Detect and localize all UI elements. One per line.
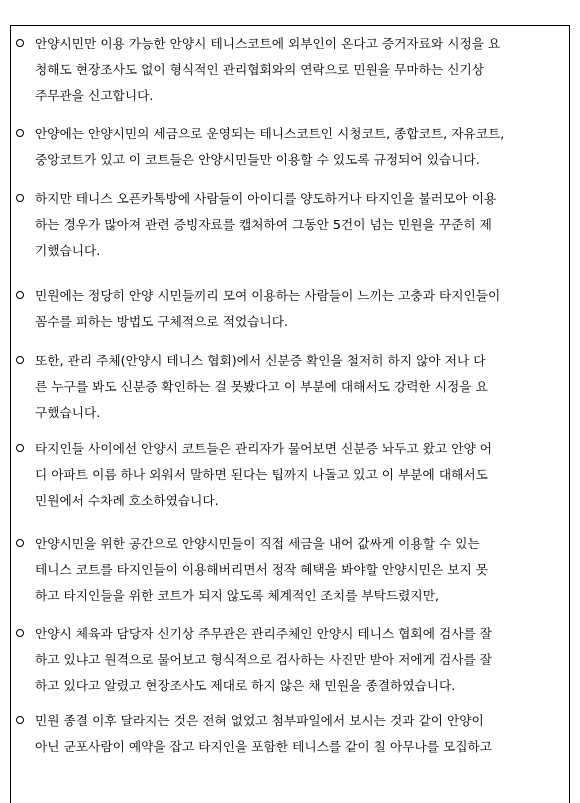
paragraph-line: 하고 타지인들을 위한 코트가 되지 않도록 체계적인 조치를 부탁드렸지만,: [35, 588, 439, 603]
paragraph-line: 꼼수를 피하는 방법도 구체적으로 적었습니다.: [35, 314, 289, 329]
paragraph-9: [16, 708, 561, 760]
paragraph-line: 중앙코트가 있고 이 코트들은 안양시민들만 이용할 수 있도록 규정되어 있습니다.: [35, 152, 480, 167]
paragraph-1: [16, 31, 561, 109]
paragraph-line: 주무관을 신고합니다.: [35, 88, 154, 103]
paragraph-line: 안양시민만 이용 가능한 안양시 테니스코트에 외부인이 온다고 증거자료와 시정을 요: [35, 36, 501, 51]
paragraph-line: 디 아파트 이름 하나 외워서 말하면 된다는 팁까지 나돌고 있고 이 부분에 대해서도: [35, 467, 488, 482]
paragraph-line: 안양시 체육과 담당자 신기상 주무관은 관리주체인 안양시 테니스 협회에 검사를 잘: [35, 626, 493, 641]
paragraph-2: [16, 121, 561, 173]
bullet-circle-icon: [16, 444, 24, 452]
paragraph-line: 하고 있냐고 원격으로 물어보고 형식적으로 검사하는 사진만 받아 저에게 검사를 잘: [35, 652, 493, 667]
paragraph-line: 안양시민을 위한 공간으로 안양시민들이 직접 세금을 내어 값싸게 이용할 수 있는: [35, 536, 480, 551]
bullet-circle-icon: [16, 194, 24, 202]
paragraph-line: 른 누구를 봐도 신분증 확인하는 걸 못봤다고 이 부분에 대해서도 강력한 시정을 요: [35, 379, 488, 394]
paragraph-line: 민원에는 정당히 안양 시민들끼리 모여 이용하는 사람들이 느끼는 고충과 타지인들이: [35, 288, 501, 303]
paragraph-5: [16, 348, 561, 426]
document-page: [10, 25, 570, 803]
paragraph-line: 타지인들 사이에선 안양시 코트들은 관리자가 물어보면 신분증 놔두고 왔고 안양 어: [35, 441, 493, 456]
paragraph-7: [16, 531, 561, 609]
bullet-circle-icon: [16, 39, 24, 47]
paragraph-3: [16, 186, 561, 264]
paragraph-8: [16, 621, 561, 699]
paragraph-line: 민원 종결 이후 달라지는 것은 전혀 없었고 첨부파일에서 보시는 것과 같이 안양이: [35, 713, 484, 728]
paragraph-line: 기했습니다.: [35, 243, 101, 258]
bullet-circle-icon: [16, 629, 24, 637]
bullet-circle-icon: [16, 356, 24, 364]
paragraph-line: 테니스 코트를 타지인들이 이용해버리면서 정작 혜택을 봐야할 안양시민은 보지 못: [35, 562, 489, 577]
paragraph-line: 안양에는 안양시민의 세금으로 운영되는 테니스코트인 시청코트, 종합코트, 자유코트,: [35, 126, 505, 141]
paragraph-line: 하고 있다고 알렸고 현장조사도 제대로 하지 않은 채 민원을 종결하였습니다.: [35, 678, 456, 693]
bullet-circle-icon: [16, 539, 24, 547]
bullet-circle-icon: [16, 716, 24, 724]
paragraph-line: 구했습니다.: [35, 405, 101, 420]
paragraph-line: 또한, 관리 주체(안양시 테니스 협회)에서 신분증 확인을 철저히 하지 않아 저나 다: [35, 353, 486, 368]
paragraph-6: [16, 436, 561, 514]
paragraph-line: 하는 경우가 많아져 관련 증빙자료를 캡처하여 그동안 5건이 넘는 민원을 꾸준히 제: [35, 217, 492, 232]
paragraph-line: 하지만 테니스 오픈카톡방에 사람들이 아이디를 양도하거나 타지인을 불러모아 이용: [35, 191, 497, 206]
paragraph-4: [16, 283, 561, 335]
paragraph-line: 민원에서 수차례 호소하였습니다.: [35, 493, 219, 508]
bullet-circle-icon: [16, 129, 24, 137]
paragraph-line: 아닌 군포사람이 예약을 잡고 타지인을 포함한 테니스를 같이 칠 아무나를 모집하고: [35, 739, 493, 754]
paragraph-line: 청해도 현장조사도 없이 형식적인 관리협회와의 연락으로 민원을 무마하는 신기상: [35, 62, 484, 77]
bullet-circle-icon: [16, 291, 24, 299]
